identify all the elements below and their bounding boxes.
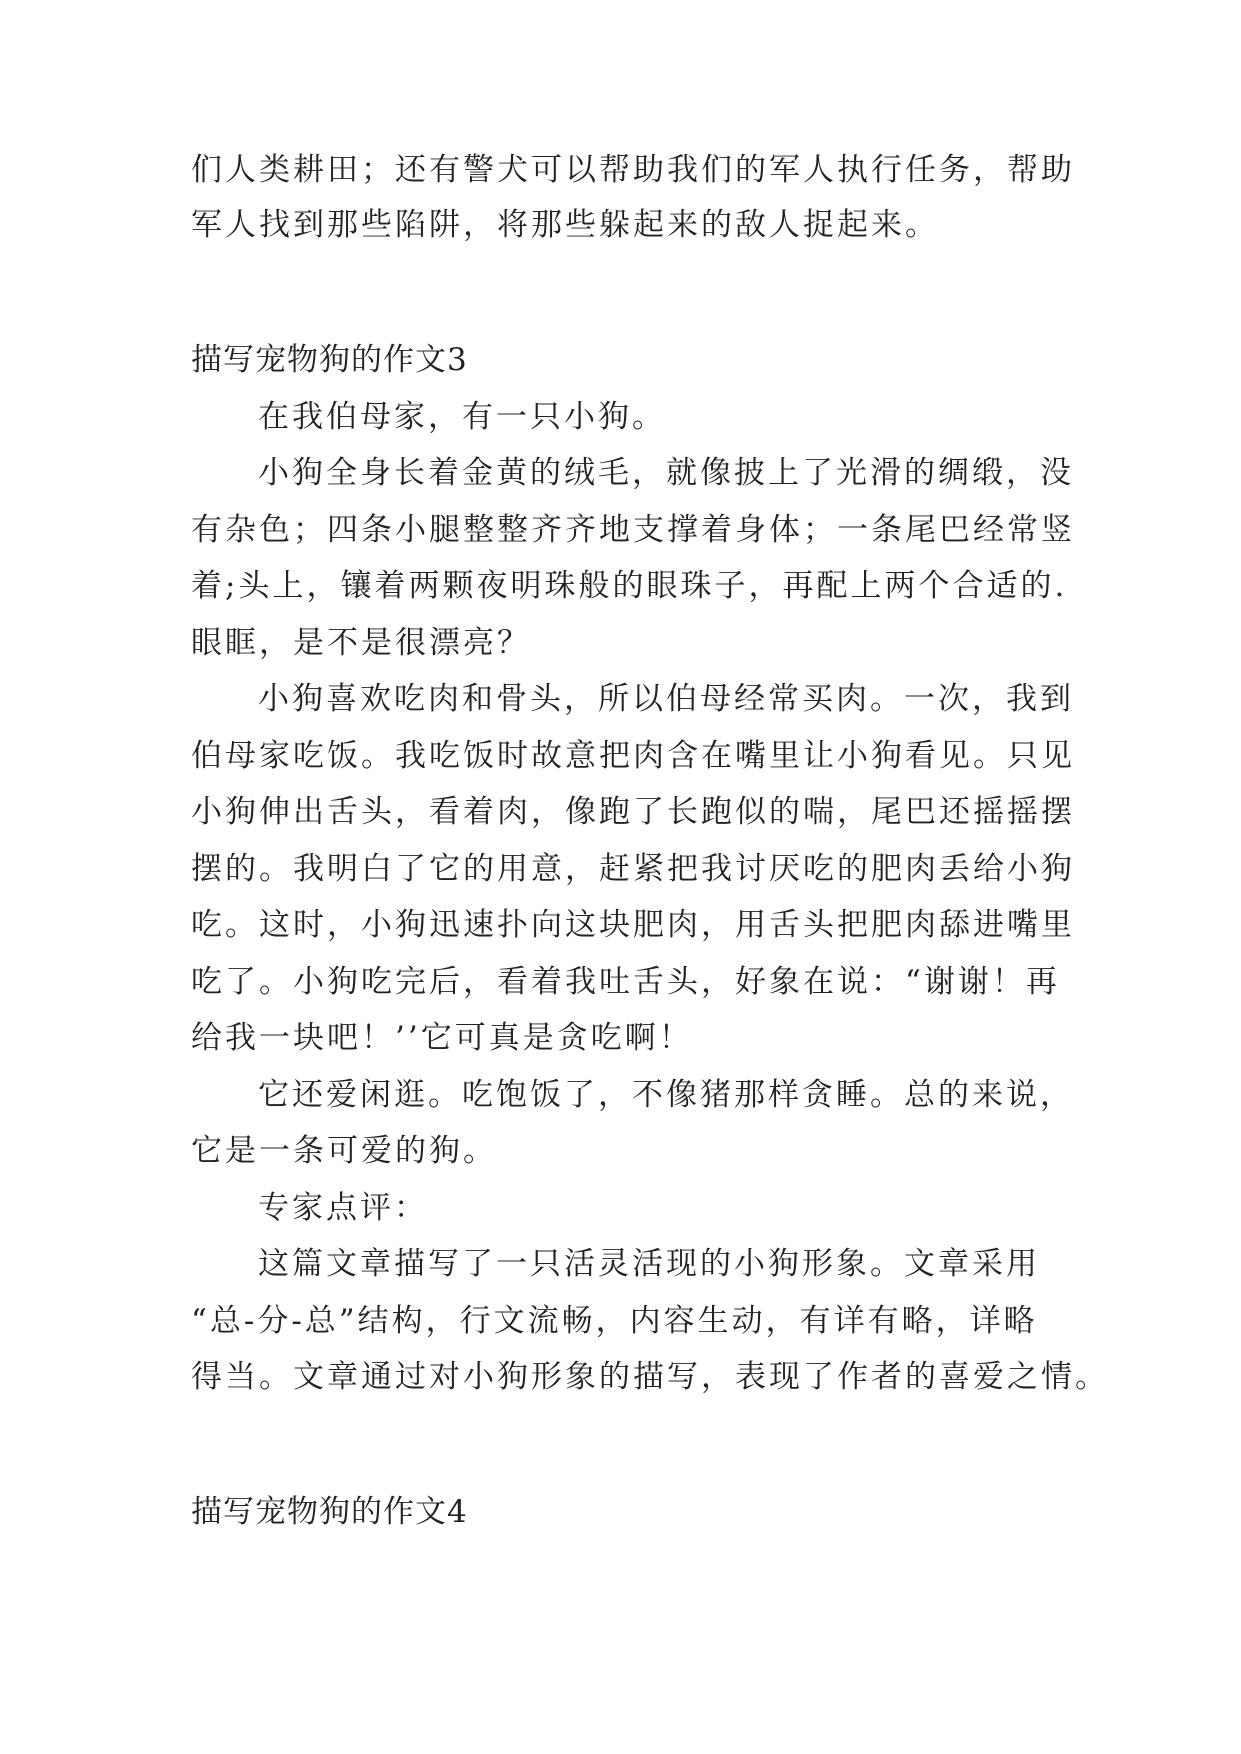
paragraph-line: 这篇文章描写了一只活灵活现的小狗形象。文章采用 bbox=[258, 1246, 1040, 1282]
paragraph-line: “总-分-总”结构，行文流畅，内容生动，有详有略，详略 bbox=[191, 1303, 1038, 1339]
paragraph-line: 在我伯母家，有一只小狗。 bbox=[258, 399, 666, 435]
paragraph-line: 着;头上，镶着两颗夜明珠般的眼珠子，再配上两个合适的. bbox=[191, 568, 1068, 604]
paragraph-line: 小狗全身长着金黄的绒毛，就像披上了光滑的绸缎，没 bbox=[258, 455, 1074, 491]
paragraph-line: 有杂色；四条小腿整整齐齐地支撑着身体；一条尾巴经常竖 bbox=[191, 512, 1075, 548]
paragraph-line: 它还爱闲逛。吃饱饭了，不像猪那样贪睡。总的来说， bbox=[258, 1077, 1074, 1113]
paragraph-line: 伯母家吃饭。我吃饭时故意把肉含在嘴里让小狗看见。只见 bbox=[191, 738, 1075, 774]
paragraph-line: 摆的。我明白了它的用意，赶紧把我讨厌吃的肥肉丢给小狗 bbox=[191, 851, 1075, 887]
section-heading-3: 描写宠物狗的作文3 bbox=[191, 342, 468, 378]
paragraph-line: 小狗伸出舌头，看着肉，像跑了长跑似的喘，尾巴还摇摇摆 bbox=[191, 794, 1075, 830]
paragraph-line: 吃。这时，小狗迅速扑向这块肥肉，用舌头把肥肉舔进嘴里 bbox=[191, 907, 1075, 943]
paragraph-line: 军人找到那些陷阱，将那些躲起来的敌人捉起来。 bbox=[191, 207, 939, 243]
paragraph-line: 得当。文章通过对小狗形象的描写，表现了作者的喜爱之情。 bbox=[191, 1359, 1109, 1395]
expert-comment-label: 专家点评： bbox=[258, 1190, 428, 1226]
paragraph-line: 吃了。小狗吃完后，看着我吐舌头，好象在说：“谢谢！再 bbox=[191, 964, 1060, 1000]
paragraph-line: 它是一条可爱的狗。 bbox=[191, 1133, 497, 1169]
paragraph-line: 小狗喜欢吃肉和骨头，所以伯母经常买肉。一次，我到 bbox=[258, 681, 1074, 717]
section-heading-4: 描写宠物狗的作文4 bbox=[191, 1494, 468, 1530]
paragraph-line: 给我一块吧！’’它可真是贪吃啊！ bbox=[191, 1020, 693, 1056]
paragraph-line: 们人类耕田；还有警犬可以帮助我们的军人执行任务，帮助 bbox=[191, 152, 1075, 188]
paragraph-line: 眼眶，是不是很漂亮？ bbox=[191, 625, 531, 661]
